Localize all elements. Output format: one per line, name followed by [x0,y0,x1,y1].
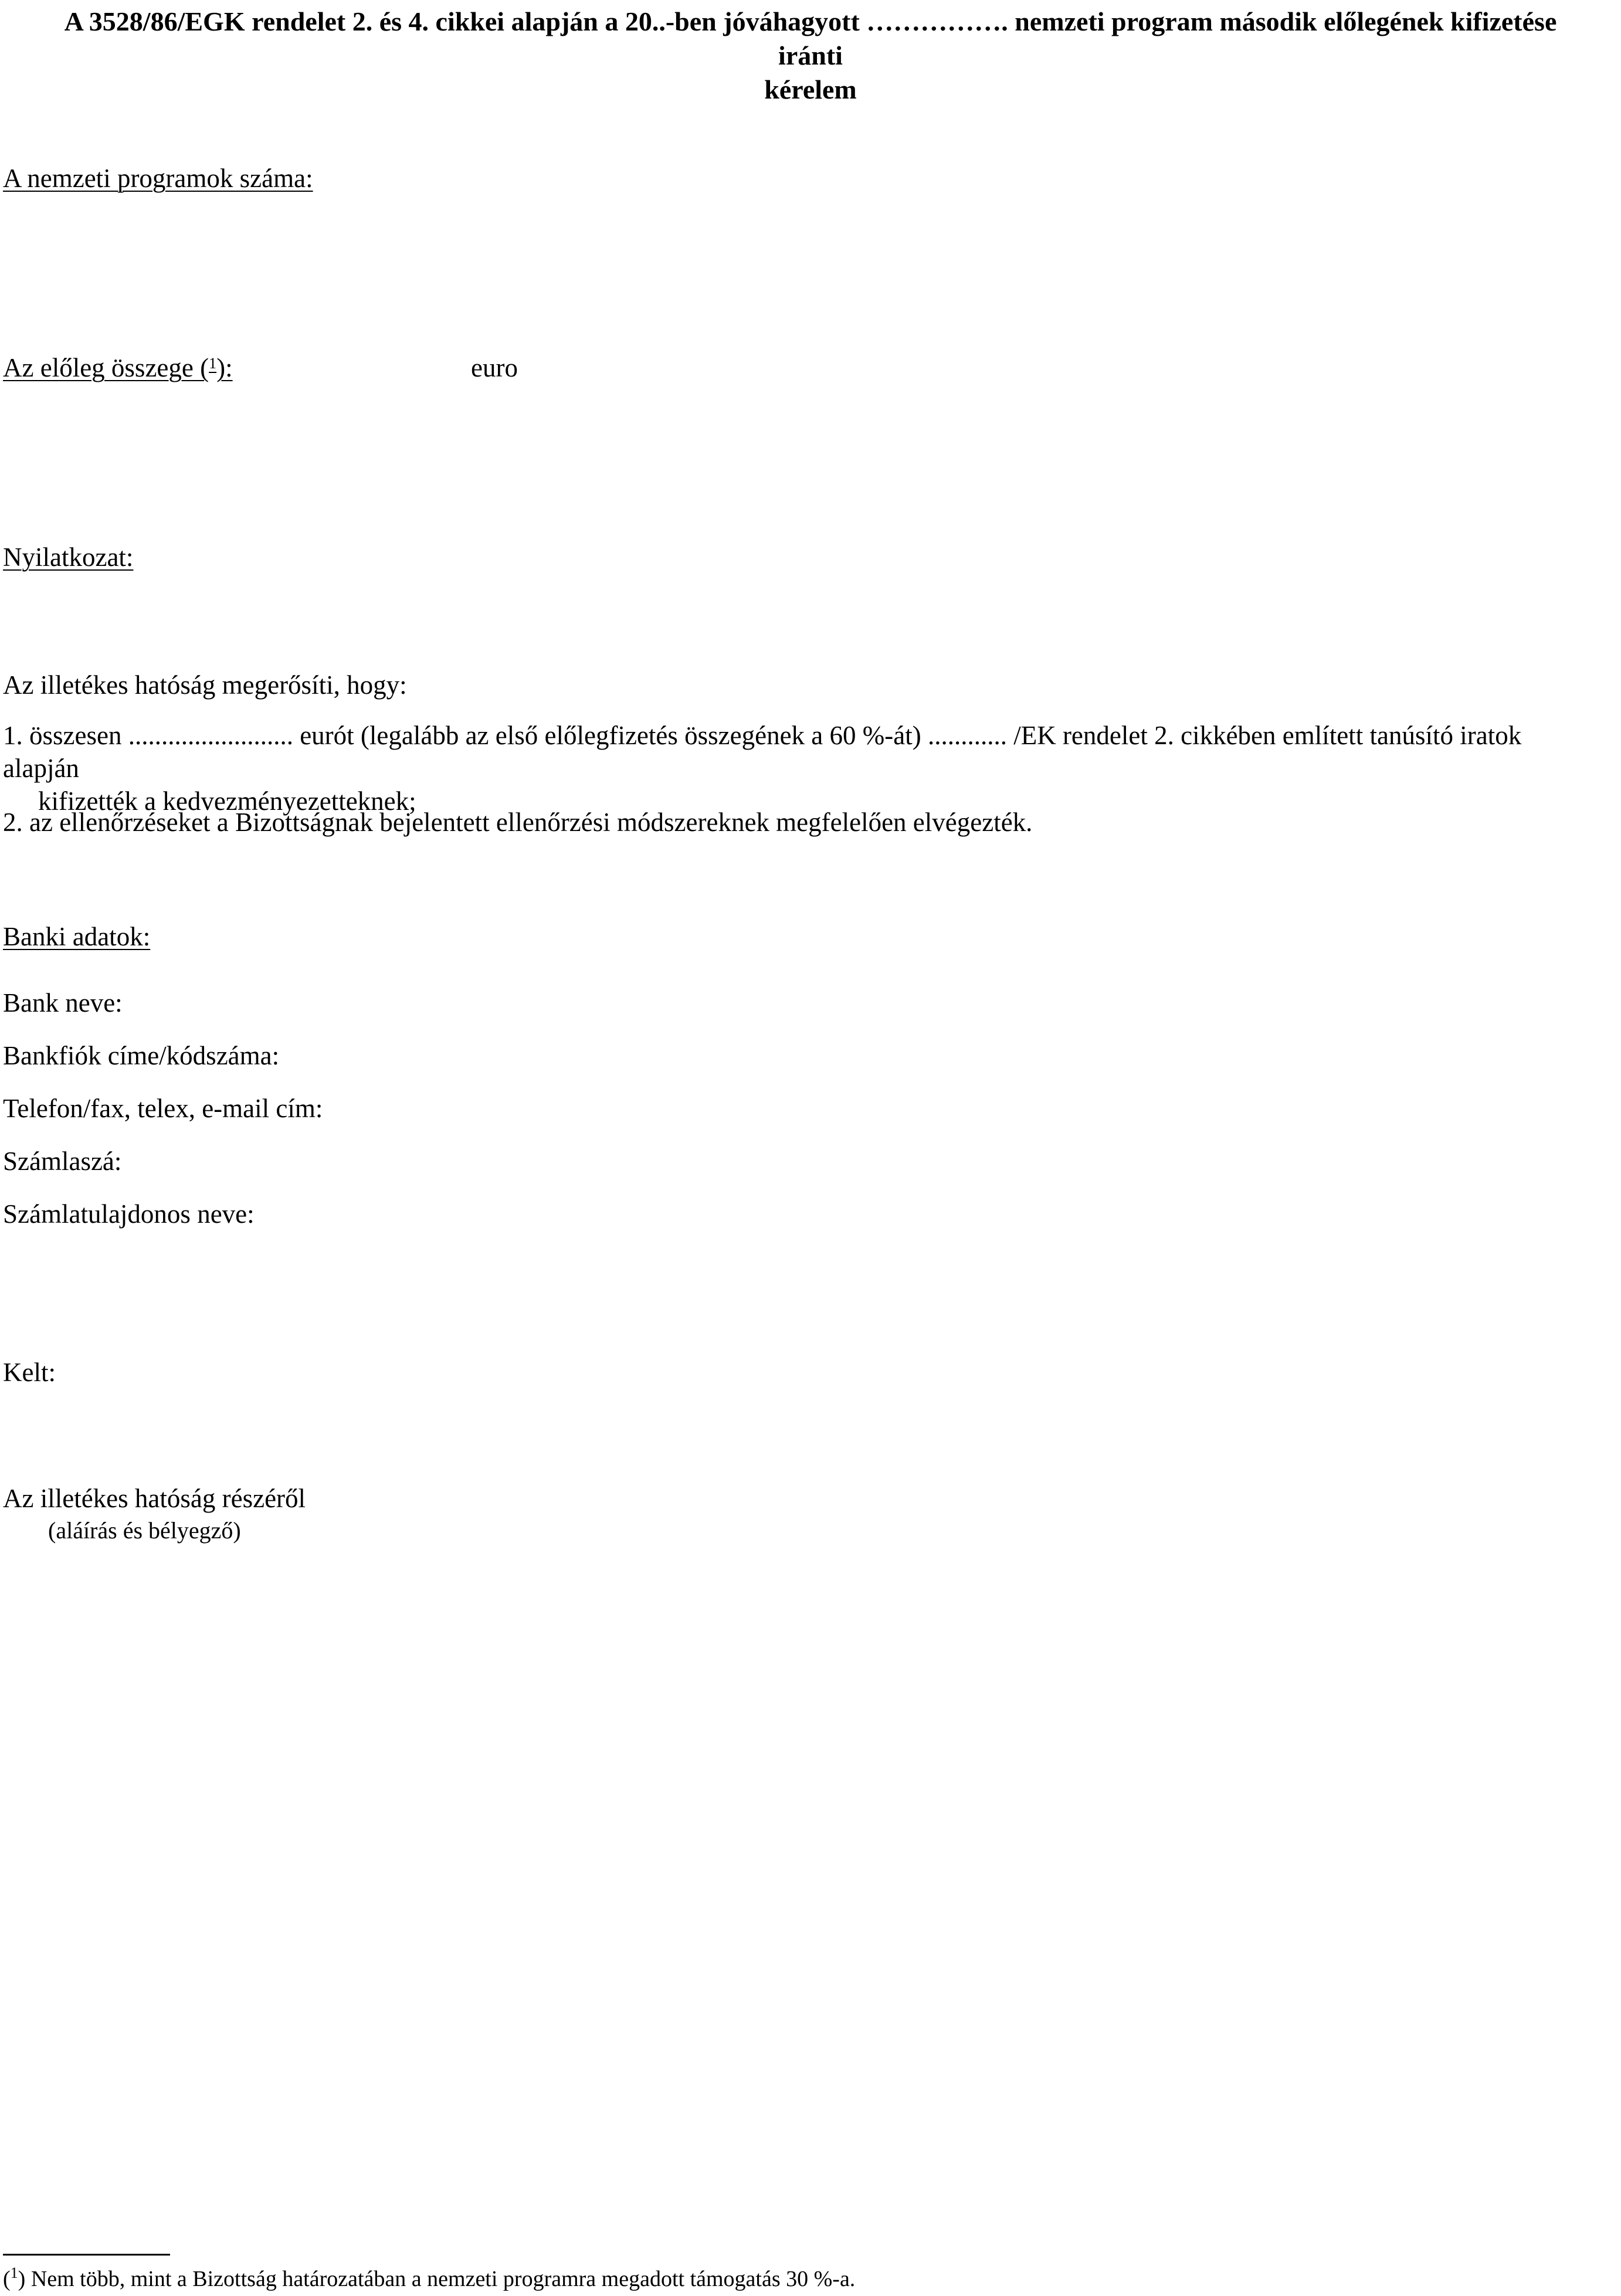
footnote-divider [3,2254,170,2256]
declaration-heading: Nyilatkozat: [3,542,134,572]
bank-name-label: Bank neve: [3,988,123,1018]
advance-unit: euro [471,353,518,382]
branch-label: Bankfiók címe/kódszáma: [3,1041,280,1070]
declaration-item-2: 2. az ellenőrzéseket a Bizottságnak bejelentett ellenőrzési módszereknek megfelelően elvégezték. [3,808,1033,837]
advance-label-end: ): [216,353,233,382]
document-title [47,5,1574,107]
item-1-line-2: kifizették a kedvezményezetteknek; [38,786,416,816]
authority-confirms: Az illetékes hatóság megerősíti, hogy: [3,670,407,700]
item-1-line-1: 1. összesen ......................... eurót (legalább az első előlegfizetés összegének a 60 %-át) ............ /EK rendelet 2. cikkében említett tanúsító iratok alapján [3,721,1522,783]
date-label: Kelt: [3,1358,56,1387]
title-line-2: kérelem [764,74,857,104]
footnote-number: 1 [10,2264,18,2281]
account-holder-label: Számlatulajdonos neve: [3,1199,255,1229]
on-behalf-label: Az illetékes hatóság részéről [3,1484,306,1513]
programs-count-label: A nemzeti programok száma: [3,164,313,193]
advance-amount-label [3,352,233,384]
title-line-1: A 3528/86/EGK rendelet 2. és 4. cikkei alapján a 20..-ben jóváhagyott ……………. nemzeti program második előlegének kifizetése iránti [64,6,1557,70]
advance-label-text: Az előleg összege ( [3,353,209,382]
footnote-text: Nem több, mint a Bizottság határozatában a nemzeti programra megadott támogatás 30 %-a. [30,2267,856,2291]
signature-note: (aláírás és bélyegző) [48,1517,241,1544]
contact-label: Telefon/fax, telex, e-mail cím: [3,1094,323,1123]
footnote-ref-marker: 1 [209,355,217,372]
footnote: ($^1$) Nem több, mint a Bizottság határozatában a nemzeti programra megadott támogatás 30 %-a. [3,2264,856,2291]
bank-details-heading: Banki adatok: [3,922,151,951]
declaration-item-1 [3,719,1551,818]
account-number-label: Számlaszá: [3,1147,122,1176]
